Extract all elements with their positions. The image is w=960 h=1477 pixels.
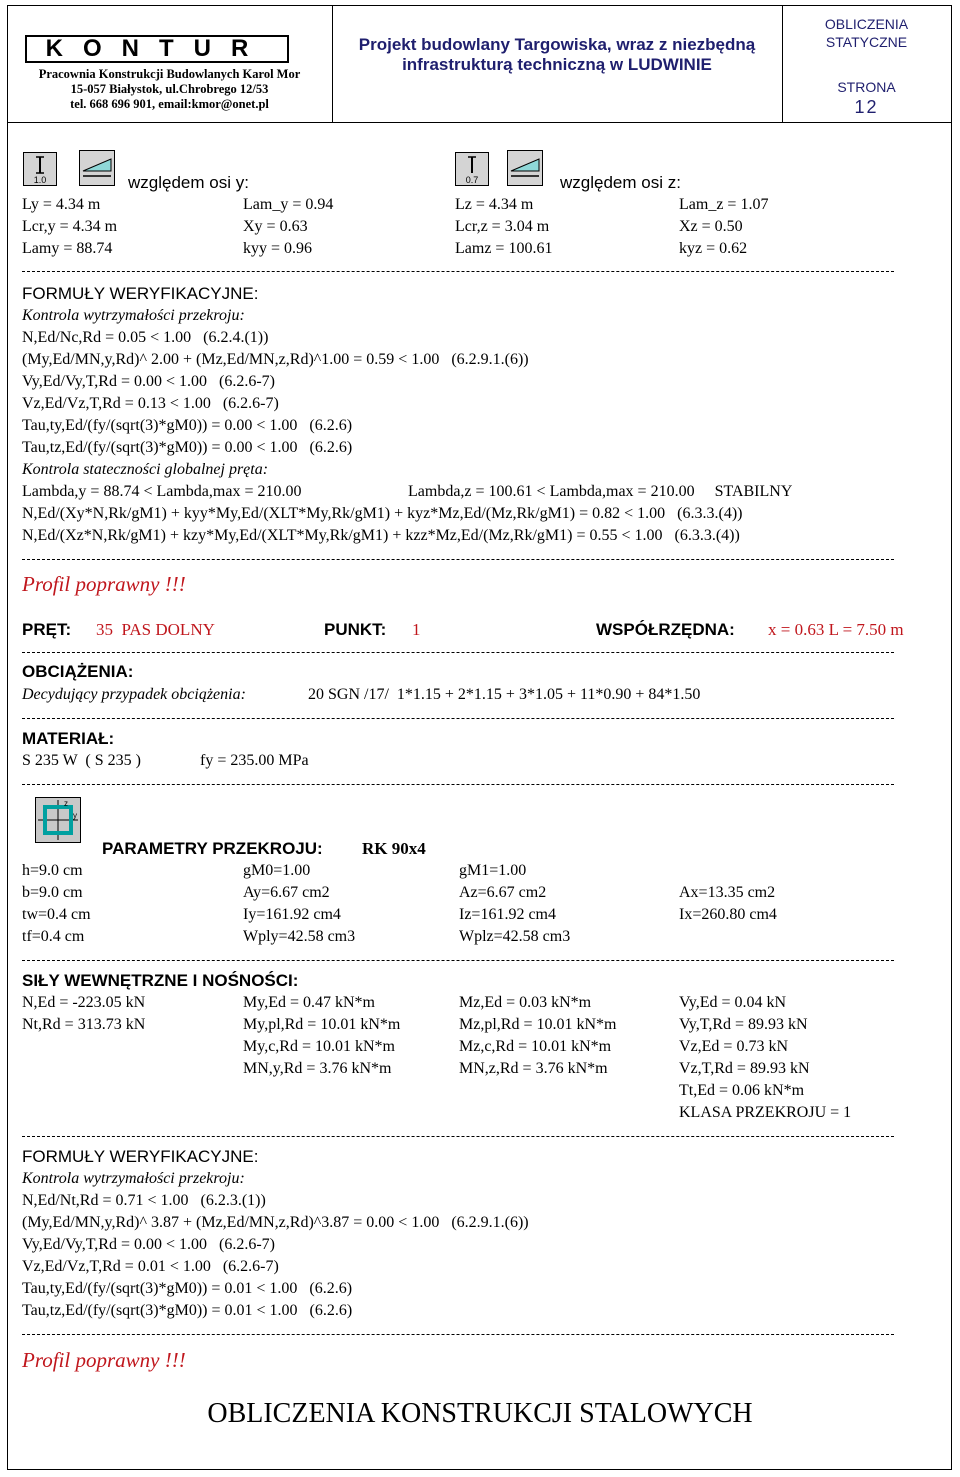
svg-text:0.7: 0.7 [465, 175, 479, 185]
verif2-line6: Tau,tz,Ed/(fy/(sqrt(3)*gM0)) = 0.01 < 1.00 (6.2.6) [22, 1302, 353, 1319]
lcr-z-value: Lcr,z = 3.04 m [455, 218, 550, 235]
doc-info-block [782, 5, 951, 122]
section-iy: Iy=161.92 cm4 [243, 906, 341, 923]
verif2-line2: (My,Ed/MN,y,Rd)^ 3.87 + (Mz,Ed/MN,z,Rd)^3.87 = 0.00 < 1.00 (6.2.9.1.(6)) [22, 1214, 529, 1231]
xz-value: Xz = 0.50 [679, 218, 743, 235]
force-mzcrd: Mz,c,Rd = 10.01 kN*m [459, 1038, 612, 1055]
kyz-value: kyz = 0.62 [679, 240, 748, 257]
section-wply: Wply=42.58 cm3 [243, 928, 356, 945]
lam-y-value: Lam_y = 0.94 [243, 196, 334, 213]
force-mnzrd: MN,z,Rd = 3.76 kN*m [459, 1060, 608, 1077]
force-mnyrd: MN,y,Rd = 3.76 kN*m [243, 1060, 392, 1077]
section-b: b=9.0 cm [22, 884, 83, 901]
force-mzed: Mz,Ed = 0.03 kN*m [459, 994, 592, 1011]
force-vztrd: Vz,T,Rd = 89.93 kN [679, 1060, 810, 1077]
xy-value: Xy = 0.63 [243, 218, 308, 235]
divider [22, 559, 894, 560]
project-block [332, 5, 783, 122]
force-ned: N,Ed = -223.05 kN [22, 994, 146, 1011]
section-ix: Ix=260.80 cm4 [679, 906, 777, 923]
buckling-y-heading: względem osi y: [128, 173, 249, 192]
page-header [7, 5, 952, 123]
firm-name: Pracownia Konstrukcji Budowlanych Karol Mor [38, 67, 301, 81]
verif1-line3: Vy,Ed/Vy,T,Rd = 0.00 < 1.00 (6.2.6-7) [22, 373, 275, 390]
section-tf: tf=0.4 cm [22, 928, 85, 945]
svg-text:z: z [64, 799, 68, 808]
member-value: 35 PAS DOLNY [96, 620, 215, 639]
divider [22, 1334, 894, 1335]
page-label: STRONA [837, 79, 896, 95]
force-myplrd: My,pl,Rd = 10.01 kN*m [243, 1016, 401, 1033]
svg-text:y: y [73, 811, 77, 820]
lamz-value: Lamz = 100.61 [455, 240, 553, 257]
verif1-stability-subtitle: Kontrola stateczności globalnej pręta: [22, 461, 269, 478]
page-footer: OBLICZENIA KONSTRUKCJI STALOWYCH [207, 1398, 753, 1429]
section-rhs-icon [35, 797, 81, 843]
verif1-line2: (My,Ed/MN,y,Rd)^ 2.00 + (Mz,Ed/MN,z,Rd)^1.00 = 0.59 < 1.00 (6.2.9.1.(6)) [22, 351, 529, 368]
doc-type-line2: STATYCZNE [825, 34, 908, 50]
section-wplz: Wplz=42.58 cm3 [459, 928, 571, 945]
coordinate-label: WSPÓŁRZĘDNA: [596, 620, 735, 639]
verif1-strength-subtitle: Kontrola wytrzymałości przekroju: [22, 307, 245, 324]
force-mycrd: My,c,Rd = 10.01 kN*m [243, 1038, 395, 1055]
firm-contact: tel. 668 696 901, email:kmor@onet.pl [70, 97, 269, 111]
material-fy: fy = 235.00 MPa [200, 752, 309, 769]
verif1-line8: N,Ed/(Xy*N,Rk/gM1) + kyy*My,Ed/(XLT*My,Rk/gM1) + kyz*Mz,Ed/(Mz,Rk/gM1) = 0.82 < 1.00 (6.3.3.(4)) [22, 505, 743, 522]
section-iz: Iz=161.92 cm4 [459, 906, 556, 923]
buckling-length-z-icon [455, 152, 489, 186]
loads-label: Decydujący przypadek obciążenia: [22, 686, 246, 703]
force-myed: My,Ed = 0.47 kN*m [243, 994, 375, 1011]
verif2-line5: Tau,ty,Ed/(fy/(sqrt(3)*gM0)) = 0.01 < 1.00 (6.2.6) [22, 1280, 353, 1297]
material-grade: S 235 W ( S 235 ) [22, 752, 141, 769]
ly-value: Ly = 4.34 m [22, 196, 101, 213]
buckling-curve-z-icon [507, 150, 543, 186]
section-gm1: gM1=1.00 [459, 862, 527, 879]
member-label: PRĘT: [22, 620, 72, 639]
point-value: 1 [412, 620, 421, 639]
buckling-z-heading: względem osi z: [560, 173, 681, 192]
material-title: MATERIAŁ: [22, 729, 115, 748]
section-gm0: gM0=1.00 [243, 862, 311, 879]
buckling-curve-y-icon [79, 150, 115, 186]
verif2-strength-subtitle: Kontrola wytrzymałości przekroju: [22, 1170, 245, 1187]
verif2-line3: Vy,Ed/Vy,T,Rd = 0.00 < 1.00 (6.2.6-7) [22, 1236, 275, 1253]
force-vzed: Vz,Ed = 0.73 kN [679, 1038, 789, 1055]
section-class: KLASA PRZEKROJU = 1 [679, 1104, 852, 1121]
section-az: Az=6.67 cm2 [459, 884, 547, 901]
coordinate-value: x = 0.63 L = 7.50 m [768, 620, 904, 639]
divider [22, 784, 894, 785]
force-ntrd: Nt,Rd = 313.73 kN [22, 1016, 146, 1033]
section-ax: Ax=13.35 cm2 [679, 884, 776, 901]
divider [22, 652, 894, 653]
firm-block [7, 5, 333, 122]
loads-title: OBCIĄŻENIA: [22, 662, 134, 681]
force-tted: Tt,Ed = 0.06 kN*m [679, 1082, 805, 1099]
section-name: RK 90x4 [362, 839, 426, 858]
force-mzplrd: Mz,pl,Rd = 10.01 kN*m [459, 1016, 617, 1033]
doc-type-line1: OBLICZENIA [824, 16, 909, 32]
divider [22, 718, 894, 719]
section-ay: Ay=6.67 cm2 [243, 884, 330, 901]
verif1-lambda-y: Lambda,y = 88.74 < Lambda,max = 210.00 [22, 483, 302, 500]
verif1-title: FORMUŁY WERYFIKACYJNE: [22, 284, 259, 303]
forces-title: SIŁY WEWNĘTRZNE I NOŚNOŚCI: [22, 971, 299, 990]
project-title: Projekt budowlany Targowiska, wraz z niezbędną infrastrukturą techniczną w LUDWINIE [358, 35, 756, 74]
verif2-title: FORMUŁY WERYFIKACYJNE: [22, 1147, 259, 1166]
verif1-line6: Tau,tz,Ed/(fy/(sqrt(3)*gM0)) = 0.00 < 1.00 (6.2.6) [22, 439, 353, 456]
lz-value: Lz = 4.34 m [455, 196, 534, 213]
buckling-length-y-icon [23, 152, 57, 186]
verif1-line5: Tau,ty,Ed/(fy/(sqrt(3)*gM0)) = 0.00 < 1.00 (6.2.6) [22, 417, 353, 434]
divider [22, 1136, 894, 1137]
kontur-logo: KONTUR [25, 35, 289, 63]
verif2-line1: N,Ed/Nt,Rd = 0.71 < 1.00 (6.2.3.(1)) [22, 1192, 266, 1209]
lam-z-value: Lam_z = 1.07 [679, 196, 769, 213]
svg-text:1.0: 1.0 [33, 175, 47, 185]
lcr-y-value: Lcr,y = 4.34 m [22, 218, 118, 235]
lamy-value: Lamy = 88.74 [22, 240, 113, 257]
force-vyed: Vy,Ed = 0.04 kN [679, 994, 787, 1011]
verif2-result: Profil poprawny !!! [22, 1348, 186, 1372]
force-vytrd: Vy,T,Rd = 89.93 kN [679, 1016, 808, 1033]
kyy-value: kyy = 0.96 [243, 240, 313, 257]
section-tw: tw=0.4 cm [22, 906, 91, 923]
verif1-line9: N,Ed/(Xz*N,Rk/gM1) + kzy*My,Ed/(XLT*My,Rk/gM1) + kzz*Mz,Ed/(Mz,Rk/gM1) = 0.55 < 1.00 (6.3.3.(4)) [22, 527, 740, 544]
point-label: PUNKT: [324, 620, 387, 639]
verif1-line4: Vz,Ed/Vz,T,Rd = 0.13 < 1.00 (6.2.6-7) [22, 395, 279, 412]
loads-value: 20 SGN /17/ 1*1.15 + 2*1.15 + 3*1.05 + 11*0.90 + 84*1.50 [308, 686, 701, 703]
verif2-line4: Vz,Ed/Vz,T,Rd = 0.01 < 1.00 (6.2.6-7) [22, 1258, 279, 1275]
verif1-lambda-z: Lambda,z = 100.61 < Lambda,max = 210.00 STABILNY [408, 483, 793, 500]
section-title: PARAMETRY PRZEKROJU: [102, 839, 323, 858]
divider [22, 960, 894, 961]
verif1-result: Profil poprawny !!! [22, 572, 186, 596]
section-h: h=9.0 cm [22, 862, 83, 879]
verif1-line1: N,Ed/Nc,Rd = 0.05 < 1.00 (6.2.4.(1)) [22, 329, 269, 346]
doc-type [782, 15, 951, 51]
page-number: 12 [854, 97, 879, 117]
firm-address: 15-057 Białystok, ul.Chrobrego 12/53 [70, 82, 269, 96]
divider [22, 271, 894, 272]
